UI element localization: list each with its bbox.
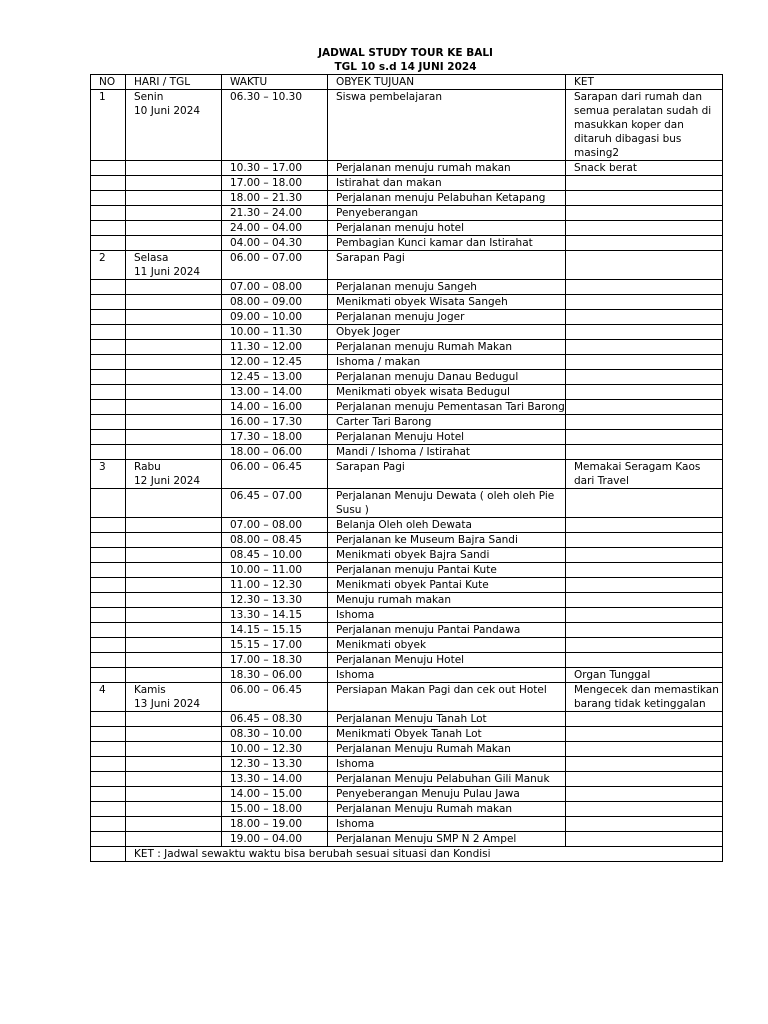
schedule-body — [91, 90, 723, 862]
day-date-cell — [126, 817, 222, 832]
day-date-cell — [126, 191, 222, 206]
table-row — [91, 430, 723, 445]
day-date-cell — [126, 563, 222, 578]
activity-cell: Perjalanan Menuju Rumah Makan — [328, 742, 566, 757]
activity-cell: Perjalanan menuju Pementasan Tari Barong — [328, 400, 566, 415]
activity-cell: Menuju rumah makan — [328, 593, 566, 608]
table-row — [91, 90, 723, 161]
table-header-row — [91, 75, 723, 90]
day-number-cell — [91, 653, 126, 668]
day-number-cell — [91, 400, 126, 415]
day-date-cell — [126, 578, 222, 593]
day-date-cell — [126, 832, 222, 847]
note-cell — [566, 191, 723, 206]
note-cell — [566, 489, 723, 518]
day-number-cell — [91, 221, 126, 236]
time-cell: 13.30 – 14.15 — [222, 608, 328, 623]
note-cell — [566, 802, 723, 817]
note-cell: Memakai Seragam Kaos dari Travel — [566, 460, 723, 489]
day-number-cell — [91, 161, 126, 176]
time-cell: 19.00 – 04.00 — [222, 832, 328, 847]
day-number-cell — [91, 832, 126, 847]
note-cell — [566, 742, 723, 757]
day-date-cell — [126, 176, 222, 191]
time-cell: 18.00 – 19.00 — [222, 817, 328, 832]
day-number-cell — [91, 548, 126, 563]
day-number-cell — [91, 757, 126, 772]
document-subtitle: TGL 10 s.d 14 JUNI 2024 — [334, 61, 477, 73]
note-cell — [566, 415, 723, 430]
note-cell — [566, 430, 723, 445]
activity-cell: Pembagian Kunci kamar dan Istirahat — [328, 236, 566, 251]
activity-cell: Ishoma / makan — [328, 355, 566, 370]
time-cell: 12.45 – 13.00 — [222, 370, 328, 385]
note-cell — [566, 548, 723, 563]
time-cell: 15.00 – 18.00 — [222, 802, 328, 817]
activity-cell: Sarapan Pagi — [328, 460, 566, 489]
table-row — [91, 712, 723, 727]
day-date: 12 Juni 2024 — [134, 475, 201, 487]
activity-cell: Siswa pembelajaran — [328, 90, 566, 161]
note-cell — [566, 712, 723, 727]
day-number-cell — [91, 787, 126, 802]
activity-cell: Perjalanan menuju rumah makan — [328, 161, 566, 176]
day-date-cell — [126, 802, 222, 817]
note-cell — [566, 518, 723, 533]
activity-cell: Perjalanan menuju Danau Bedugul — [328, 370, 566, 385]
activity-cell: Persiapan Makan Pagi dan cek out Hotel — [328, 683, 566, 712]
note-cell — [566, 310, 723, 325]
table-row — [91, 802, 723, 817]
day-date-cell — [126, 445, 222, 460]
table-row — [91, 445, 723, 460]
table-row — [91, 400, 723, 415]
activity-cell: Penyeberangan Menuju Pulau Jawa — [328, 787, 566, 802]
time-cell: 08.45 – 10.00 — [222, 548, 328, 563]
note-cell — [566, 325, 723, 340]
day-date-cell — [126, 221, 222, 236]
day-date-cell — [126, 623, 222, 638]
day-date-cell — [126, 430, 222, 445]
note-cell — [566, 757, 723, 772]
activity-cell: Perjalanan Menuju SMP N 2 Ampel — [328, 832, 566, 847]
activity-cell: Belanja Oleh oleh Dewata — [328, 518, 566, 533]
time-cell: 16.00 – 17.30 — [222, 415, 328, 430]
day-number-cell — [91, 518, 126, 533]
activity-cell: Perjalanan ke Museum Bajra Sandi — [328, 533, 566, 548]
table-row — [91, 310, 723, 325]
day-name: Selasa — [134, 252, 169, 264]
note-cell — [566, 355, 723, 370]
day-date-cell — [126, 385, 222, 400]
table-row — [91, 533, 723, 548]
table-row — [91, 772, 723, 787]
day-number-cell: 2 — [91, 251, 126, 280]
time-cell: 09.00 – 10.00 — [222, 310, 328, 325]
note-cell — [566, 221, 723, 236]
day-number-cell: 4 — [91, 683, 126, 712]
day-number-cell — [91, 742, 126, 757]
activity-cell: Mandi / Ishoma / Istirahat — [328, 445, 566, 460]
note-cell — [566, 295, 723, 310]
table-row — [91, 280, 723, 295]
note-cell — [566, 206, 723, 221]
activity-cell: Carter Tari Barong — [328, 415, 566, 430]
day-number-cell — [91, 593, 126, 608]
activity-cell: Perjalanan Menuju Dewata ( oleh oleh Pie Susu ) — [328, 489, 566, 518]
note-cell — [566, 727, 723, 742]
activity-cell: Perjalanan menuju Pantai Kute — [328, 563, 566, 578]
time-cell: 12.30 – 13.30 — [222, 757, 328, 772]
activity-cell: Ishoma — [328, 817, 566, 832]
activity-cell: Perjalanan menuju Sangeh — [328, 280, 566, 295]
note-cell — [566, 533, 723, 548]
table-row — [91, 518, 723, 533]
table-row — [91, 727, 723, 742]
note-cell — [566, 236, 723, 251]
day-number-cell — [91, 191, 126, 206]
note-cell — [566, 638, 723, 653]
day-name: Rabu — [134, 461, 161, 473]
day-date-cell — [126, 742, 222, 757]
day-number-cell: 1 — [91, 90, 126, 161]
table-row — [91, 370, 723, 385]
table-row — [91, 236, 723, 251]
table-row — [91, 385, 723, 400]
time-cell: 06.30 – 10.30 — [222, 90, 328, 161]
table-row — [91, 787, 723, 802]
day-number-cell — [91, 533, 126, 548]
activity-cell: Perjalanan menuju Joger — [328, 310, 566, 325]
day-number-cell — [91, 802, 126, 817]
time-cell: 13.30 – 14.00 — [222, 772, 328, 787]
note-cell — [566, 593, 723, 608]
day-date-cell — [126, 712, 222, 727]
table-row — [91, 460, 723, 489]
day-date-cell — [126, 548, 222, 563]
day-number-cell — [91, 280, 126, 295]
activity-cell: Perjalanan menuju hotel — [328, 221, 566, 236]
table-row — [91, 325, 723, 340]
table-row — [91, 578, 723, 593]
time-cell: 11.00 – 12.30 — [222, 578, 328, 593]
day-number-cell — [91, 176, 126, 191]
table-row — [91, 489, 723, 518]
time-cell: 14.00 – 15.00 — [222, 787, 328, 802]
day-number-cell — [91, 236, 126, 251]
document-title: JADWAL STUDY TOUR KE BALI — [318, 47, 493, 59]
time-cell: 18.30 – 06.00 — [222, 668, 328, 683]
day-number-cell — [91, 608, 126, 623]
table-row — [91, 355, 723, 370]
table-row — [91, 668, 723, 683]
table-row — [91, 415, 723, 430]
day-number-cell — [91, 430, 126, 445]
time-cell: 18.00 – 06.00 — [222, 445, 328, 460]
note-cell — [566, 176, 723, 191]
time-cell: 11.30 – 12.00 — [222, 340, 328, 355]
table-row — [91, 638, 723, 653]
table-row — [91, 653, 723, 668]
day-date-cell — [126, 683, 222, 712]
activity-cell: Perjalanan Menuju Rumah makan — [328, 802, 566, 817]
activity-cell: Ishoma — [328, 608, 566, 623]
note-cell — [566, 578, 723, 593]
day-date-cell — [126, 593, 222, 608]
time-cell: 12.00 – 12.45 — [222, 355, 328, 370]
day-date-cell — [126, 161, 222, 176]
day-date-cell — [126, 727, 222, 742]
day-date-cell — [126, 340, 222, 355]
time-cell: 18.00 – 21.30 — [222, 191, 328, 206]
day-date-cell — [126, 400, 222, 415]
column-header-no: NO — [91, 75, 126, 90]
day-date-cell — [126, 653, 222, 668]
day-date: 10 Juni 2024 — [134, 105, 201, 117]
activity-cell: Perjalanan menuju Rumah Makan — [328, 340, 566, 355]
day-date-cell — [126, 280, 222, 295]
table-row — [91, 623, 723, 638]
day-date-cell — [126, 325, 222, 340]
day-number-cell — [91, 206, 126, 221]
time-cell: 15.15 – 17.00 — [222, 638, 328, 653]
day-date: 11 Juni 2024 — [134, 266, 201, 278]
time-cell: 10.00 – 11.00 — [222, 563, 328, 578]
activity-cell: Menikmati obyek Wisata Sangeh — [328, 295, 566, 310]
activity-cell: Perjalanan menuju Pelabuhan Ketapang — [328, 191, 566, 206]
day-date-cell — [126, 206, 222, 221]
schedule-table — [90, 74, 723, 862]
table-row — [91, 161, 723, 176]
table-row — [91, 832, 723, 847]
activity-cell: Perjalanan menuju Pantai Pandawa — [328, 623, 566, 638]
time-cell: 06.45 – 07.00 — [222, 489, 328, 518]
activity-cell: Obyek Joger — [328, 325, 566, 340]
time-cell: 07.00 – 08.00 — [222, 518, 328, 533]
time-cell: 14.15 – 15.15 — [222, 623, 328, 638]
table-row — [91, 757, 723, 772]
day-number-cell — [91, 817, 126, 832]
note-cell — [566, 623, 723, 638]
table-row — [91, 742, 723, 757]
day-number-cell — [91, 310, 126, 325]
note-cell: Snack berat — [566, 161, 723, 176]
column-header-time: WAKTU — [222, 75, 328, 90]
day-number-cell — [91, 668, 126, 683]
table-row — [91, 251, 723, 280]
day-number-cell — [91, 772, 126, 787]
time-cell: 24.00 – 04.00 — [222, 221, 328, 236]
time-cell: 04.00 – 04.30 — [222, 236, 328, 251]
day-number-cell — [91, 340, 126, 355]
day-date-cell — [126, 638, 222, 653]
day-date-cell — [126, 518, 222, 533]
day-date-cell — [126, 608, 222, 623]
column-header-note: KET — [566, 75, 723, 90]
time-cell: 12.30 – 13.30 — [222, 593, 328, 608]
note-cell — [566, 280, 723, 295]
note-cell — [566, 817, 723, 832]
day-number-cell — [91, 295, 126, 310]
time-cell: 13.00 – 14.00 — [222, 385, 328, 400]
table-row — [91, 608, 723, 623]
day-number-cell — [91, 563, 126, 578]
time-cell: 17.30 – 18.00 — [222, 430, 328, 445]
time-cell: 10.00 – 11.30 — [222, 325, 328, 340]
day-number-cell — [91, 355, 126, 370]
activity-cell: Penyeberangan — [328, 206, 566, 221]
activity-cell: Menikmati obyek Bajra Sandi — [328, 548, 566, 563]
note-cell: Organ Tunggal — [566, 668, 723, 683]
footer-note: KET : Jadwal sewaktu waktu bisa berubah sesuai situasi dan Kondisi — [126, 847, 723, 862]
activity-cell: Sarapan Pagi — [328, 251, 566, 280]
day-date-cell — [126, 90, 222, 161]
table-row — [91, 340, 723, 355]
day-date-cell — [126, 415, 222, 430]
day-date-cell — [126, 295, 222, 310]
table-row — [91, 563, 723, 578]
table-row — [91, 206, 723, 221]
day-number-cell — [91, 415, 126, 430]
table-row — [91, 221, 723, 236]
note-cell: Sarapan dari rumah dan semua peralatan sudah di masukkan koper dan ditaruh dibagasi bus masing2 — [566, 90, 723, 161]
day-name: Kamis — [134, 684, 166, 696]
day-date-cell — [126, 370, 222, 385]
time-cell: 08.00 – 08.45 — [222, 533, 328, 548]
time-cell: 17.00 – 18.00 — [222, 176, 328, 191]
table-row — [91, 817, 723, 832]
time-cell: 06.45 – 08.30 — [222, 712, 328, 727]
note-cell — [566, 772, 723, 787]
time-cell: 21.30 – 24.00 — [222, 206, 328, 221]
day-date-cell — [126, 489, 222, 518]
activity-cell: Menikmati obyek wisata Bedugul — [328, 385, 566, 400]
activity-cell: Ishoma — [328, 757, 566, 772]
note-cell — [566, 251, 723, 280]
time-cell: 08.30 – 10.00 — [222, 727, 328, 742]
column-header-activity: OBYEK TUJUAN — [328, 75, 566, 90]
day-name: Senin — [134, 91, 164, 103]
activity-cell: Menikmati obyek Pantai Kute — [328, 578, 566, 593]
day-number-cell — [91, 623, 126, 638]
day-number-cell — [91, 385, 126, 400]
time-cell: 08.00 – 09.00 — [222, 295, 328, 310]
time-cell: 17.00 – 18.30 — [222, 653, 328, 668]
time-cell: 10.00 – 12.30 — [222, 742, 328, 757]
activity-cell: Menikmati obyek — [328, 638, 566, 653]
activity-cell: Perjalanan Menuju Hotel — [328, 653, 566, 668]
day-date-cell — [126, 772, 222, 787]
table-row — [91, 295, 723, 310]
table-row — [91, 593, 723, 608]
note-cell — [566, 787, 723, 802]
table-row — [91, 191, 723, 206]
day-number-cell — [91, 727, 126, 742]
time-cell: 06.00 – 06.45 — [222, 460, 328, 489]
day-number-cell — [91, 578, 126, 593]
note-cell — [566, 653, 723, 668]
day-date: 13 Juni 2024 — [134, 698, 201, 710]
activity-cell: Menikmati Obyek Tanah Lot — [328, 727, 566, 742]
column-header-day: HARI / TGL — [126, 75, 222, 90]
activity-cell: Perjalanan Menuju Hotel — [328, 430, 566, 445]
note-cell — [566, 370, 723, 385]
day-date-cell — [126, 533, 222, 548]
day-number-cell — [91, 489, 126, 518]
day-date-cell — [126, 355, 222, 370]
footer-spacer-cell — [91, 847, 126, 862]
time-cell: 06.00 – 07.00 — [222, 251, 328, 280]
footer-row — [91, 847, 723, 862]
time-cell: 06.00 – 06.45 — [222, 683, 328, 712]
note-cell — [566, 608, 723, 623]
day-date-cell — [126, 460, 222, 489]
note-cell — [566, 400, 723, 415]
day-date-cell — [126, 251, 222, 280]
table-row — [91, 548, 723, 563]
day-number-cell — [91, 325, 126, 340]
day-number-cell: 3 — [91, 460, 126, 489]
day-number-cell — [91, 712, 126, 727]
table-row — [91, 683, 723, 712]
day-date-cell — [126, 787, 222, 802]
note-cell — [566, 563, 723, 578]
table-row — [91, 176, 723, 191]
day-date-cell — [126, 236, 222, 251]
time-cell: 14.00 – 16.00 — [222, 400, 328, 415]
day-number-cell — [91, 370, 126, 385]
time-cell: 07.00 – 08.00 — [222, 280, 328, 295]
note-cell: Mengecek dan memastikan barang tidak ketinggalan — [566, 683, 723, 712]
activity-cell: Istirahat dan makan — [328, 176, 566, 191]
day-date-cell — [126, 310, 222, 325]
activity-cell: Perjalanan Menuju Tanah Lot — [328, 712, 566, 727]
note-cell — [566, 385, 723, 400]
note-cell — [566, 445, 723, 460]
day-date-cell — [126, 757, 222, 772]
activity-cell: Ishoma — [328, 668, 566, 683]
note-cell — [566, 832, 723, 847]
note-cell — [566, 340, 723, 355]
time-cell: 10.30 – 17.00 — [222, 161, 328, 176]
day-number-cell — [91, 445, 126, 460]
day-date-cell — [126, 668, 222, 683]
activity-cell: Perjalanan Menuju Pelabuhan Gili Manuk — [328, 772, 566, 787]
day-number-cell — [91, 638, 126, 653]
